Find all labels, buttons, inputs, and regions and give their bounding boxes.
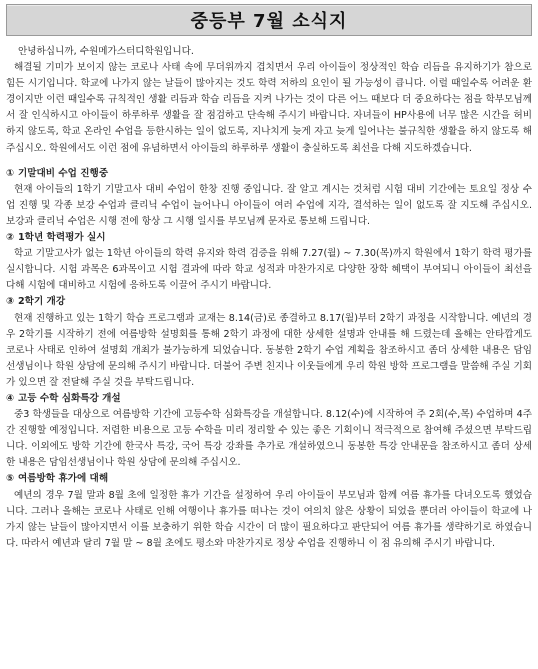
section-body-3: 현재 진행하고 있는 1학기 학습 프로그램과 교재는 8.14(금)로 종결하고 8.17(월)부터 2학기 과정을 시작합니다. 예년의 경우 2학기를 시작하기 전에 여름방학 설명회를 통해 2학기 과정에 대한 상세한 설명과 안내를 해 드렸는데 올해는 안타깝게도 코로나 사태로 인하여 설명회 개최가 불가능하게 되었습니다. 동봉한 2학기 수업 계획을 참조하시고 좀더 상세한 내용은 담임 선생님이나 학원 상담에 문의해 주시기 바랍니다. 더불어 주변 친지나 이웃들에게 우리 학원 방학 프로그램을 말씀해 주실 기회가 있으면 잘 전달해 주실 것을 부탁드립니다. (6, 312, 532, 388)
section-title-5: 여름방학 휴가에 대해 (18, 473, 109, 485)
newsletter-body (6, 44, 532, 552)
section-body-5: 예년의 경우 7월 말과 8월 초에 일정한 휴가 기간을 설정하여 우리 아이들이 부모님과 함께 여름 휴가를 다녀오도록 했었습니다. 그러나 올해는 코로나 사태로 인해 여행이나 휴가를 떠나는 것이 여의치 않은 상황이 되었을 뿐더러 아이들이 학교에 나가지 않는 날들이 많아지면서 이를 보충하기 위한 학습 시간이 더 많이 필요하다고 판단되어 여름 휴가를 생략하기로 하였습니다. 따라서 예년과 달리 7월 말 ~ 8월 초에도 평소와 마찬가지로 정상 수업을 진행하니 이 점 유의해 주시기 바랍니다. (6, 489, 532, 549)
newsletter-title: 중등부 7월 소식지 (190, 11, 348, 32)
section-body-2: 학교 기말고사가 없는 1학년 아이들의 학력 유지와 학력 검증을 위해 7.27(월) ~ 7.30(목)까지 학원에서 1학기 학력 평가를 실시합니다. 시험 과목은 6과목이고 시험 결과에 따라 학교 성적과 마찬가지로 다양한 장학 혜택이 부여되니 아이들이 최선을 다해 시험에 대비하고 시험에 응하도록 이끌어 주시기 바랍니다. (6, 248, 532, 292)
section-number-3: ③ (6, 296, 15, 308)
title-bar (6, 4, 532, 36)
section-number-1: ① (6, 167, 15, 179)
section-number-5: ⑤ (6, 473, 15, 485)
section-title-2: 1학년 학력평가 실시 (18, 232, 106, 244)
section-title-1: 기말대비 수업 진행중 (18, 167, 109, 179)
section-heading-4 (6, 391, 532, 407)
section-heading-2 (6, 230, 532, 246)
intro-paragraph: 해결될 기미가 보이지 않는 코로나 사태 속에 무더위까지 겹치면서 우리 아이들이 정상적인 학습 리듬을 유지하기가 참으로 힘든 시기입니다. 학교에 나가지 않는 날들이 많아지는 것도 학력 저하의 요인이 될 가능성이 큽니다. 이럴 때일수록 어려운 환경이지만 이런 때일수록 규칙적인 생활 리듬과 학습 리듬을 지켜 나가는 것이 다른 어느 때보다 더 중요하다는 점을 학부모님께서 잘 인식하시고 아이들이 하루하루 생활을 잘 점검하고 단속해 주시기 바랍니다. 자녀들이 HP사용에 너무 많은 시간을 허비하지 않도록, 학교 온라인 수업을 등한시하는 일이 없도록, 지나치게 늦게 자고 늦게 일어나는 불규칙한 생활을 하지 않도록 해 주십시오. 학원에서도 이런 점에 유념하면서 아이들의 하루하루 생활이 충실하도록 최선을 다해 지도하겠습니다. (6, 62, 532, 154)
section-body-1: 현재 아이들의 1학기 기말고사 대비 수업이 한창 진행 중입니다. 잘 알고 계시는 것처럼 시험 대비 기간에는 토요일 정상 수업 진행 및 각종 보강 수업과 클리닉 수업이 늘어나니 아이들이 여러 수업에 지각, 결석하는 일이 없도록 잘 지도해 주십시오. 보강과 클리닉 수업은 시행 전에 항상 그 시행 일시를 부모님께 문자로 통보해 드립니다. (6, 183, 532, 227)
section-heading-5 (6, 471, 532, 487)
section-heading-1 (6, 166, 532, 182)
section-heading-3 (6, 294, 532, 310)
section-number-2: ② (6, 232, 15, 244)
section-title-3: 2학기 개강 (18, 296, 66, 308)
greeting: 안녕하십니까, 수원메가스터디학원입니다. (18, 46, 194, 57)
section-number-4: ④ (6, 392, 15, 404)
section-title-4: 고등 수학 심화특강 개설 (18, 392, 121, 404)
section-body-4: 중3 학생들을 대상으로 여름방학 기간에 고등수학 심화특강을 개설합니다. 8.12(수)에 시작하여 주 2회(수,목) 수업하며 4주간 진행할 예정입니다. 저렴한 비용으로 고등 수학을 미리 정리할 수 있는 좋은 기회이니 적극적으로 참여해 주셨으면 부탁드립니다. 이외에도 방학 기간에 한국사 특강, 국어 특강 강좌를 추가로 개설하였으니 동봉한 특강 안내문을 참조하시고 좀더 상세한 내용은 담임선생님이나 학원 상담에 문의해 주십시오. (6, 409, 532, 469)
